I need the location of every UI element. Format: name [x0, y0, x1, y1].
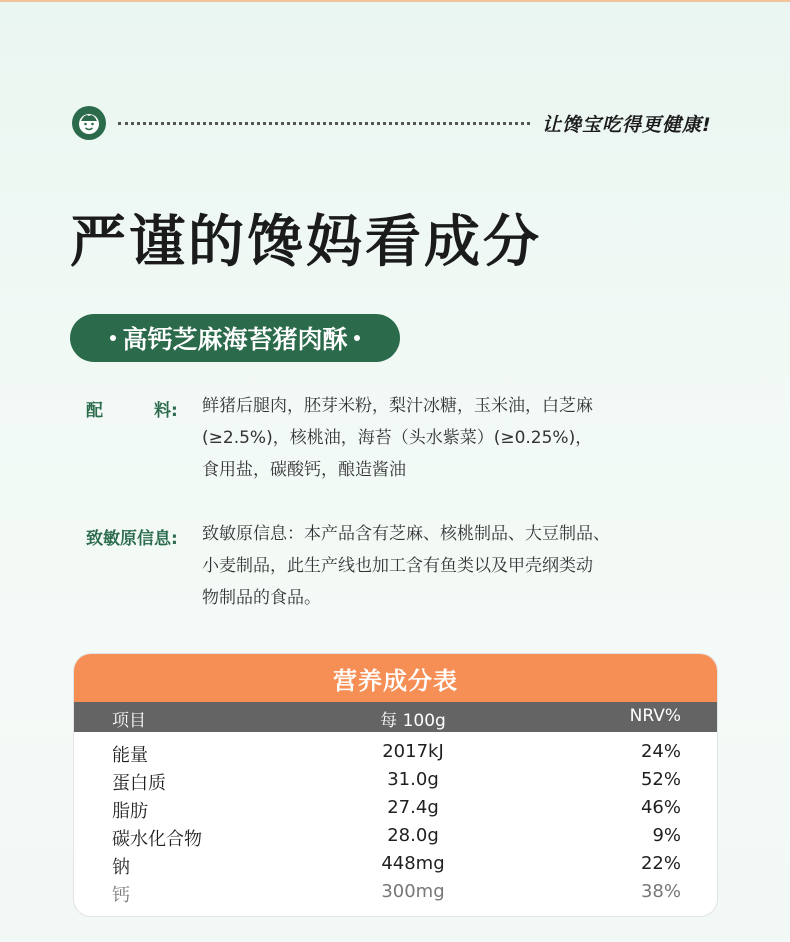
- header-item: 项目: [112, 711, 146, 731]
- allergen-line: 小麦制品，此生产线也加工含有鱼类以及甲壳纲类动: [202, 556, 593, 576]
- nutrient-nrv: 9%: [652, 825, 681, 846]
- allergen-text: [202, 518, 682, 614]
- nutrient-name: 蛋白质: [112, 773, 166, 794]
- nutrient-name: 脂肪: [112, 801, 148, 822]
- header-per-100g: 每 100g: [380, 711, 446, 731]
- ingredients-line: (≥2.5%)，核桃油，海苔（头水紫菜）(≥0.25%)，: [202, 428, 593, 448]
- nutrient-amount: 31.0g: [387, 769, 439, 790]
- nutrition-table-header: [74, 702, 717, 732]
- ingredients-text: [202, 390, 682, 486]
- nutrient-amount: 300mg: [381, 881, 445, 902]
- bullet-dot: [110, 335, 116, 341]
- nutrient-name: 钙: [112, 885, 130, 906]
- slogan: 让馋宝吃得更健康!: [542, 114, 712, 136]
- ingredients-label: 配 料:: [86, 401, 178, 421]
- header-nrv: NRV%: [629, 706, 681, 726]
- nutrient-nrv: 38%: [640, 881, 681, 902]
- nutrient-name: 钠: [112, 857, 130, 878]
- product-name-pill: [70, 314, 400, 362]
- table-row: [74, 849, 717, 877]
- nutrient-amount: 2017kJ: [382, 741, 444, 762]
- top-accent-line: [0, 0, 790, 2]
- nutrient-amount: 27.4g: [387, 797, 439, 818]
- ingredients-line: 食用盐，碳酸钙，酿造酱油: [202, 460, 406, 480]
- nutrient-nrv: 22%: [640, 853, 681, 874]
- nutrient-nrv: 46%: [640, 797, 681, 818]
- allergen-label: 致敏原信息:: [86, 529, 178, 549]
- table-row: [74, 793, 717, 821]
- table-row: [74, 877, 717, 905]
- nutrient-name: 能量: [112, 745, 148, 766]
- nutrition-table-title: 营养成分表: [74, 654, 717, 702]
- nutrient-nrv: 52%: [640, 769, 681, 790]
- nutrient-name: 碳水化合物: [112, 829, 202, 850]
- nutrition-table: [73, 653, 718, 917]
- nutrient-nrv: 24%: [640, 741, 681, 762]
- bullet-dot: [354, 335, 360, 341]
- allergen-line: 物制品的食品。: [202, 588, 321, 608]
- allergen-line: 致敏原信息：本产品含有芝麻、核桃制品、大豆制品、: [202, 524, 610, 544]
- page-headline: 严谨的馋妈看成分: [70, 210, 542, 275]
- table-row: [74, 821, 717, 849]
- table-row: [74, 765, 717, 793]
- nutrient-amount: 28.0g: [387, 825, 439, 846]
- baby-face-icon: [72, 106, 106, 140]
- dotted-divider: [118, 122, 530, 125]
- nutrient-amount: 448mg: [381, 853, 445, 874]
- product-name: 高钙芝麻海苔猪肉酥: [122, 325, 348, 354]
- table-row: [74, 737, 717, 765]
- ingredients-line: 鲜猪后腿肉，胚芽米粉，梨汁冰糖，玉米油，白芝麻: [202, 396, 593, 416]
